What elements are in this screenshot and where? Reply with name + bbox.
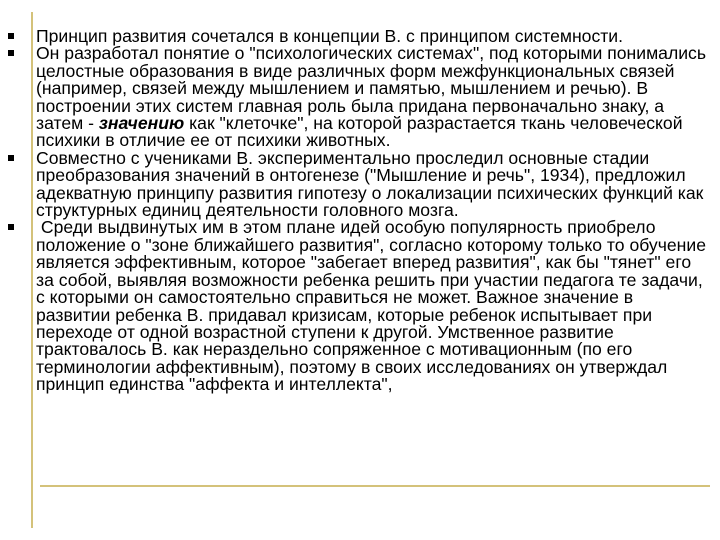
bullet-list [8, 26, 711, 395]
bullet-text [36, 45, 708, 149]
bullet-item-4 [8, 217, 711, 395]
bullet-text: Принцип развития сочетался в концепции В. с принципом системности. [36, 26, 624, 46]
emphasized-term: значению [98, 113, 185, 134]
square-bullet-icon [8, 33, 14, 39]
square-bullet-icon [8, 155, 14, 161]
square-bullet-icon [8, 50, 14, 56]
square-bullet-icon [8, 224, 14, 230]
bullet-item-3 [8, 147, 708, 221]
bullet-text: Совместно с учениками В. экспериментально проследил основные стадии преобразования значений в онтогенезе ("Мышление и речь", 1934), предложил адекватную принципу развития гипотезу о локализации психических функций как структурных единиц деятельности головного мозга. [36, 147, 704, 221]
bullet-text: Среди выдвинутых им в этом плане идей особую популярность приобрело положение о "зоне ближайшего развития", согласно которому только то обучение является эффективным, которое "забегает вперед развития", как бы "тянет" его за собой, выявляя возможности ребенка решить при участии педагога те задачи, с которыми он самостоятельно справиться не может. Важное значение в развитии ребенка В. придавал кризисам, которые ребенок испытывает при переходе от одной возрастной ступени к другой. Умственное развитие трактовалось В. как нераздельно сопряженное с мотивационным (по его терминологии аффективным), поэтому в своих исследованиях он утверждал принцип единства "аффекта и интеллекта", [36, 217, 711, 395]
bullet-text-part: как "клеточке", на которой разрастается ткань человеческой психики в отличие ее от психики животных. [36, 113, 683, 151]
horizontal-accent-rule [40, 485, 710, 487]
bullet-text-part: Он разработал понятие о "психологических системах", под которыми понимались целостные образования в виде различных форм межфункциональных связей (например, связей между мышлением и памятью, мышлением и речью). В построении этих систем главная роль была придана первоначально знаку, а затем - [36, 43, 707, 134]
bullet-item-2 [8, 45, 708, 149]
